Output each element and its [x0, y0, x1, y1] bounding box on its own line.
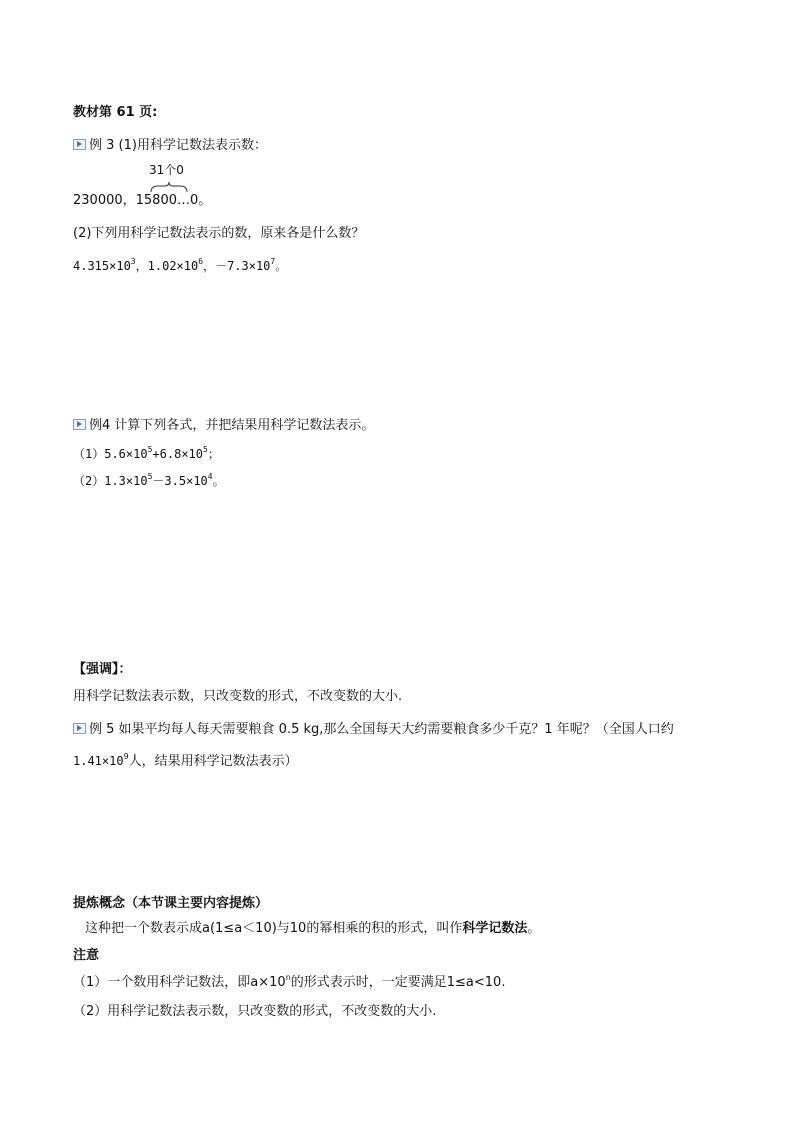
example-4-line [73, 418, 374, 434]
example-5-line1 [73, 722, 674, 738]
q2-b-exp: 4 [207, 472, 213, 481]
note-1-pre: （1）一个数用科学记数法，即a×10 [73, 975, 286, 990]
item-2-base: 1.02×10 [147, 259, 199, 273]
item-1-exp: 3 [130, 257, 136, 266]
example-4-prompt: 计算下列各式，并把结果用科学记数法表示。 [114, 418, 375, 433]
play-icon[interactable] [73, 139, 86, 150]
concept-term: 科学记数法 [462, 921, 528, 936]
zeros-note: 31个0 [149, 163, 184, 177]
item-1-sep: ， [135, 259, 148, 273]
population-rest: 人，结果用科学记数法表示） [128, 754, 298, 769]
q2-prefix: （2） [73, 474, 105, 488]
item-3-sep: 。 [275, 259, 288, 273]
emphasis-title: 【强调】： [73, 662, 132, 677]
notes-title: 注意 [73, 948, 100, 963]
q2-op: －3.5×10 [152, 474, 208, 488]
note-1 [73, 975, 505, 991]
note-1-post: 的形式表示时，一定要满足1≤a<10. [290, 975, 506, 990]
example-4-q1 [73, 446, 220, 462]
play-icon[interactable] [73, 419, 86, 430]
example-4-label: 例4 [89, 418, 111, 433]
play-icon[interactable] [73, 723, 86, 734]
concept-text-post: 。 [527, 921, 541, 936]
item-2-exp: 6 [198, 257, 204, 266]
brace-icon [150, 181, 188, 193]
q1-a-exp: 5 [147, 445, 153, 454]
item-1-base: 4.315×10 [73, 259, 131, 273]
q2-end: 。 [212, 474, 225, 488]
q1-end: ； [207, 447, 220, 461]
example-3-part2: (2)下列用科学记数法表示的数，原来各是什么数？ [73, 226, 365, 241]
q2-a: 1.3×10 [104, 474, 148, 488]
item-2-sep: ， [203, 259, 216, 273]
q1-b-exp: 5 [203, 445, 208, 454]
item-3-base: －7.3×10 [215, 259, 271, 273]
q1-prefix: （1） [73, 447, 105, 461]
page-heading: 教材第 61 页: [73, 105, 158, 120]
q1-a: 5.6×10 [104, 447, 148, 461]
emphasis-text: 用科学记数法表示数，只改变数的形式，不改变数的大小. [73, 689, 403, 704]
example-5-text: 如果平均每人每天需要粮食 0.5 kg,那么全国每天大约需要粮食多少千克？1 年呢？（全国人口约 [118, 722, 674, 737]
q2-a-exp: 5 [147, 472, 153, 481]
example-3-items [73, 258, 287, 274]
example-5-label: 例 5 [89, 722, 115, 737]
population-base: 1.41×10 [73, 754, 124, 768]
note-2: （2）用科学记数法表示数，只改变数的形式，不改变数的大小. [73, 1004, 437, 1019]
item-3-exp: 7 [270, 257, 276, 266]
concept-text [85, 921, 540, 937]
concept-text-pre: 这种把一个数表示成a(1≤a＜10)与10的幂相乘的积的形式，叫作 [85, 921, 463, 936]
population-exp: 9 [123, 752, 129, 761]
q1-op: +6.8×10 [152, 447, 203, 461]
example-3-numbers: 230000，15800…0。 [73, 193, 212, 208]
example-3-label: 例 3 [89, 138, 115, 153]
note-1-sup: n [285, 973, 291, 982]
example-3-line [73, 138, 267, 154]
example-4-q2 [73, 473, 225, 489]
example-5-line2 [73, 753, 298, 770]
example-3-part1: (1)用科学记数法表示数： [118, 138, 267, 153]
concept-title: 提炼概念（本节课主要内容提炼） [73, 896, 269, 911]
